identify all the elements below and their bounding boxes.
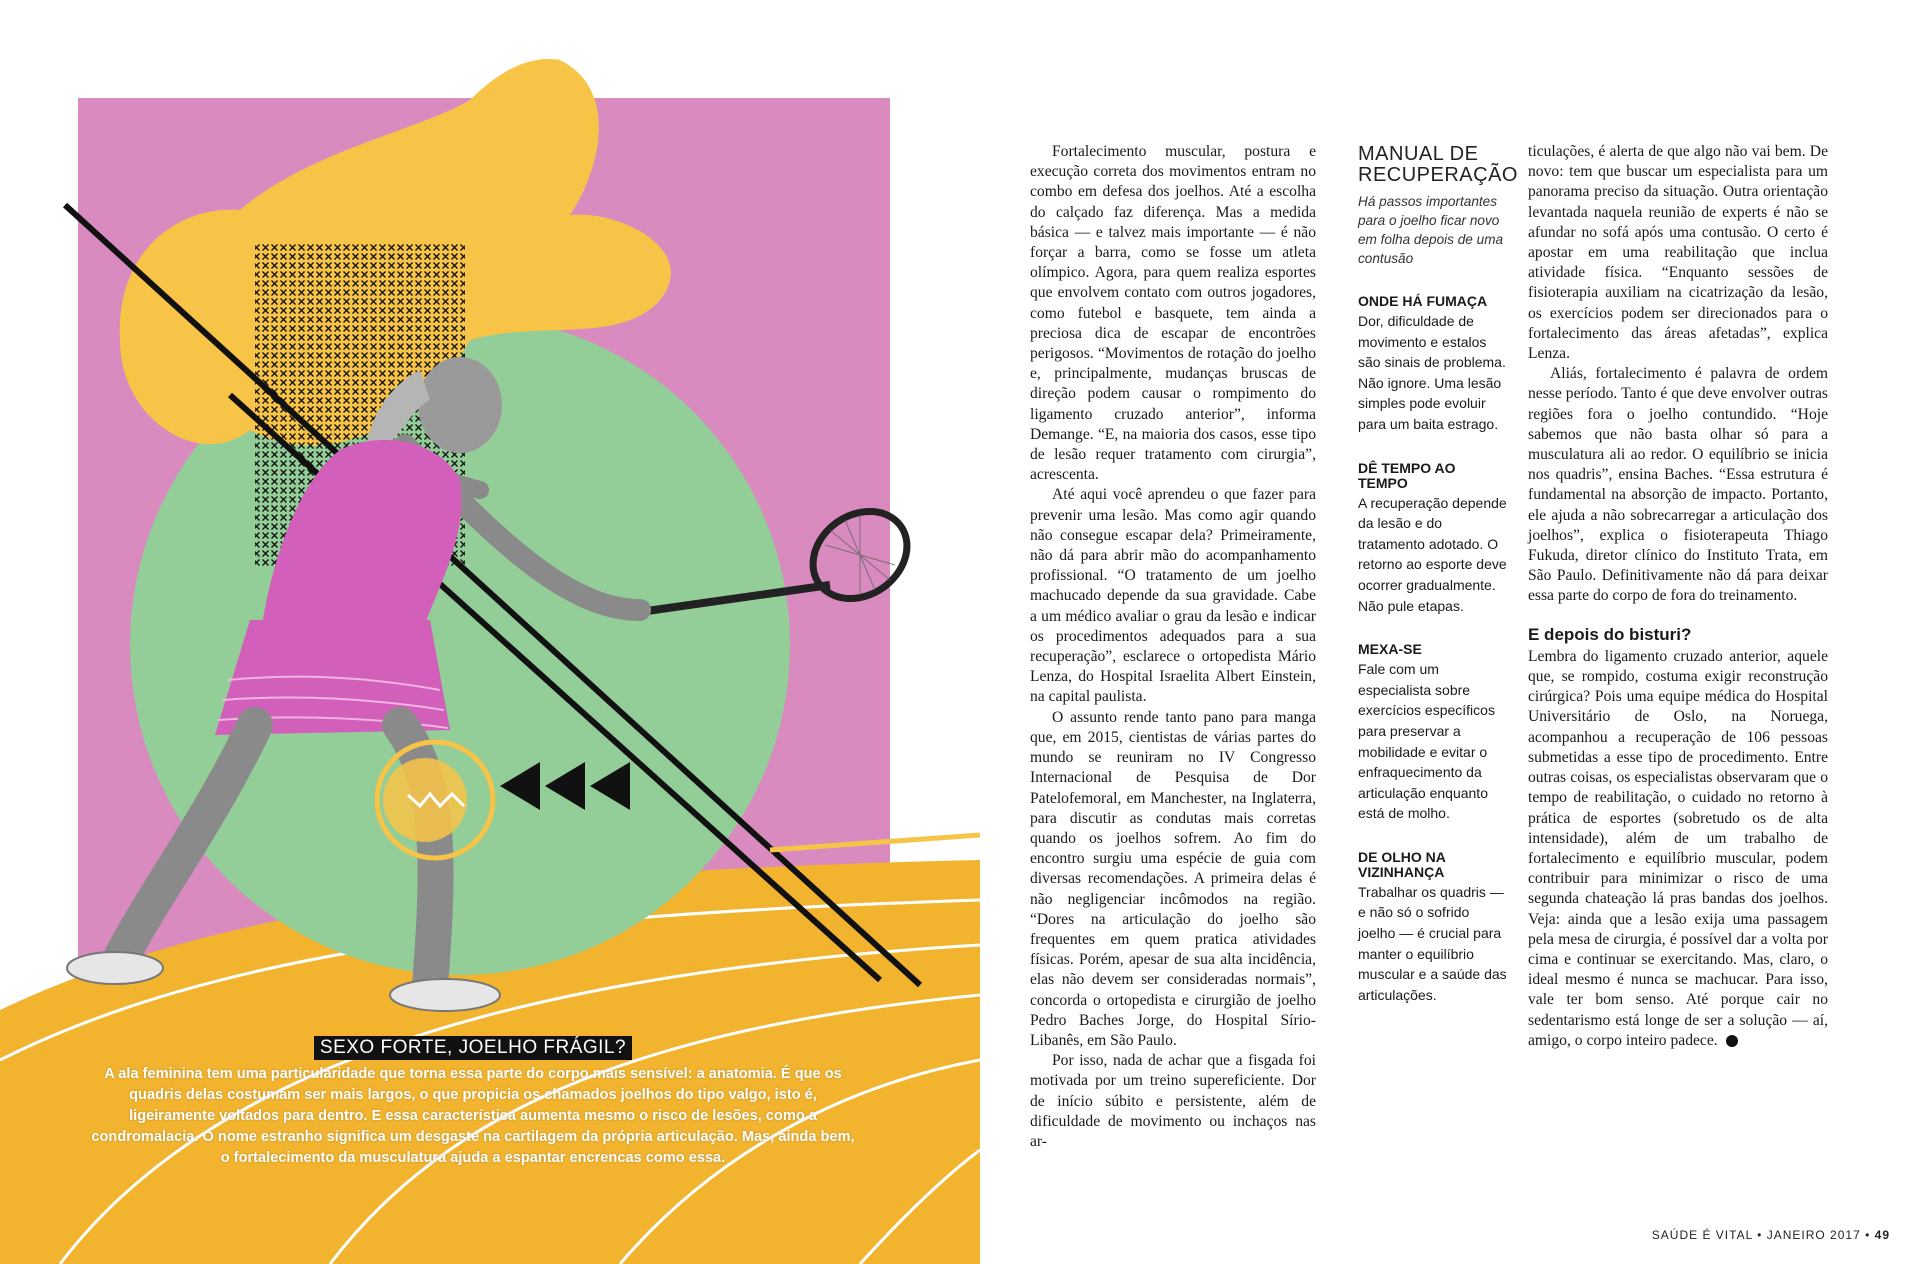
paragraph: Por isso, nada de achar que a fisgada foi motivada por um treino supereficiente. Dor de início súbito e persistente, além de dificuldade de movimento ou inchaços nas ar- xyxy=(1030,1052,1316,1150)
article-column-3 xyxy=(1528,142,1828,1051)
sidebar-item-heading: DE OLHO NA VIZINHANÇA xyxy=(1358,848,1446,880)
page-footer xyxy=(1652,1228,1890,1242)
article-column-1 xyxy=(1030,142,1316,1152)
sidebar-item-text: Fale com um especialista sobre exercícios específicos para preservar a mobilidade e evitar o enfraquecimento da articulação enquanto está de molho. xyxy=(1358,661,1495,822)
sidebar-item-text: Dor, dificuldade de movimento e estalos são sinais de problema. Não ignore. Uma lesão simples pode evoluir para um baita estrago. xyxy=(1358,313,1506,432)
magazine-name: SAÚDE É VITAL xyxy=(1651,1228,1753,1242)
caption-title: SEXO FORTE, JOELHO FRÁGIL? xyxy=(314,1036,632,1060)
paragraph-text: Lembra do ligamento cruzado anterior, aquele que, se rompido, costuma exigir reconstrução cirúrgica? Pois uma equipe médica do Hospital Universitário de Oslo, na Noruega, acompanhou a recuperação de 106 pessoas submetidas a esse tipo de procedimento. Entre outras coisas, os especialistas observaram que o tempo de reabilitação, o cuidado no retorno à prática de esportes (sobretudo os de alta intensidade), além de um trabalho de fortalecimento e equilíbrio muscular, podem contribuir para minimizar o risco de uma segunda chateação lá pras bandas dos joelhos. Veja: ainda que a lesão exija uma passagem pela mesa de cirurgia, é possível dar a volta por cima e continuar se exercitando. Mas, claro, o ideal mesmo é nunca se machucar. Para isso, vale ter bom senso. Até porque cair no sedentarismo está longe de ser a solução — aí, amigo, o corpo inteiro padece. xyxy=(1528,647,1828,1049)
sidebar-item-text: A recuperação depende da lesão e do tratamento adotado. O retorno ao esporte deve ocorrer gradualmente. Não pule etapas. xyxy=(1358,494,1507,614)
article-page xyxy=(980,0,1920,1264)
sidebar-title: MANUAL DE RECUPERAÇÃO xyxy=(1358,143,1518,186)
issue-date: JANEIRO 2017 xyxy=(1766,1228,1861,1242)
caption-box xyxy=(88,1036,858,1169)
paragraph: ticulações, é alerta de que algo não vai bem. De novo: tem que buscar um especialista para um panorama preciso da situação. Outra orientação levantada naquela reunião de experts é não se afundar no sofá após uma contusão. O certo é apostar em uma reabilitação que inclua atividade física. “Enquanto sessões de fisioterapia auxiliam na cicatrização da lesão, os exercícios podem ser direcionados para o fortalecimento das áreas afetadas”, explica Lenza. xyxy=(1528,143,1828,363)
paragraph: Aliás, fortalecimento é palavra de ordem nesse período. Tanto é que deve envolver outras regiões fora o joelho contundido. “Hoje sabemos que não basta olhar só para a musculatura ali ao redor. O equilíbrio se inicia nos quadris”, ensina Baches. “Essa estrutura é fundamental na absorção de impacto. Portanto, ele ajuda a não sobrecarregar a articulação dos joelhos”, explica o fisioterapeuta Thiago Fukuda, diretor clínico do Instituto Trata, em São Paulo. Definitivamente não dá para deixar essa parte do corpo de fora do treinamento. xyxy=(1528,365,1828,605)
sidebar-intro: Há passos importantes para o joelho ficar novo em folha depois de uma contusão xyxy=(1358,194,1504,266)
caption-body: A ala feminina tem uma particularidade que torna essa parte do corpo mais sensível: a anatomia. É que os quadris delas costumam ser mais largos, o que propicia os chamados joelhos do tipo valgo, isto é, ligeiramente voltados para dentro. E essa característica aumenta mesmo o risco de lesões, como a condromalacia. O nome estranho significa um desgaste na cartilagem da própria articulação. Mas, ainda bem, o fortalecimento da musculatura ajuda a espantar encrencas como essa. xyxy=(91,1066,855,1166)
section-subheading: E depois do bisturi? xyxy=(1528,624,1692,644)
end-of-article-dot-icon xyxy=(1726,1035,1738,1047)
sidebar-item-heading: ONDE HÁ FUMAÇA xyxy=(1358,293,1488,309)
paragraph: Fortalecimento muscular, postura e execução correta dos movimentos entram no combo em defesa dos joelhos. Até a escolha do calçado faz diferença. Mas a medida básica — e talvez mais importante — é não forçar a barra, como se fosse um atleta olímpico. Agora, para quem realiza esportes que envolvem contato com outros jogadores, como futebol e basquete, tem ainda a preciosa dica de escapar de encontrões perigosos. “Movimentos de rotação do joelho e, principalmente, mudanças bruscas de direção podem causar o rompimento do ligamento cruzado anterior”, informa Demange. “E, na maioria dos casos, esse tipo de lesão requer tratamento com cirurgia”, acrescenta. xyxy=(1030,143,1316,484)
sidebar-item-heading: MEXA-SE xyxy=(1358,641,1422,658)
paragraph xyxy=(1528,647,1828,1051)
recovery-manual-sidebar xyxy=(1358,143,1518,1005)
page-number: 49 xyxy=(1874,1228,1890,1242)
sidebar-item-heading: DÊ TEMPO AO TEMPO xyxy=(1358,459,1456,491)
paragraph: O assunto rende tanto pano para manga que, em 2015, cientistas de várias partes do mundo se reuniram no IV Congresso Internacional de Pesquisa de Dor Patelofemoral, em Manchester, na Inglaterra, para discutir as condutas mais corretas quando os joelhos sofrem. Ao fim do encontro surgiu uma espécie de guia com diversas recomendações. A primeira delas é não negligenciar incômodos na região. “Dores na articulação do joelho são frequentes em quem pratica atividades físicas. Porém, apesar de sua alta incidência, elas não devem ser consideradas normais”, concorda o ortopedista e cirurgião de joelho Pedro Baches Jorge, do Hospital Sírio-Libanês, em São Paulo. xyxy=(1030,708,1316,1049)
footer-separator: • xyxy=(1865,1228,1871,1242)
footer-separator: • xyxy=(1757,1228,1763,1242)
paragraph: Até aqui você aprendeu o que fazer para prevenir uma lesão. Mas como agir quando não consegue escapar dela? Primeiramente, não dá para abrir mão do acompanhamento profissional. “O tratamento de um joelho machucado depende da sua gravidade. Cabe a um médico avaliar o grau da lesão e indicar os procedimentos adequados para a sua recuperação”, esclarece o ortopedista Mário Lenza, do Hospital Israelita Albert Einstein, na capital paulista. xyxy=(1030,486,1316,706)
sidebar-item-text: Trabalhar os quadris — e não só o sofrido joelho — é crucial para manter o equilíbrio muscular e a saúde das articulações. xyxy=(1358,883,1507,1003)
